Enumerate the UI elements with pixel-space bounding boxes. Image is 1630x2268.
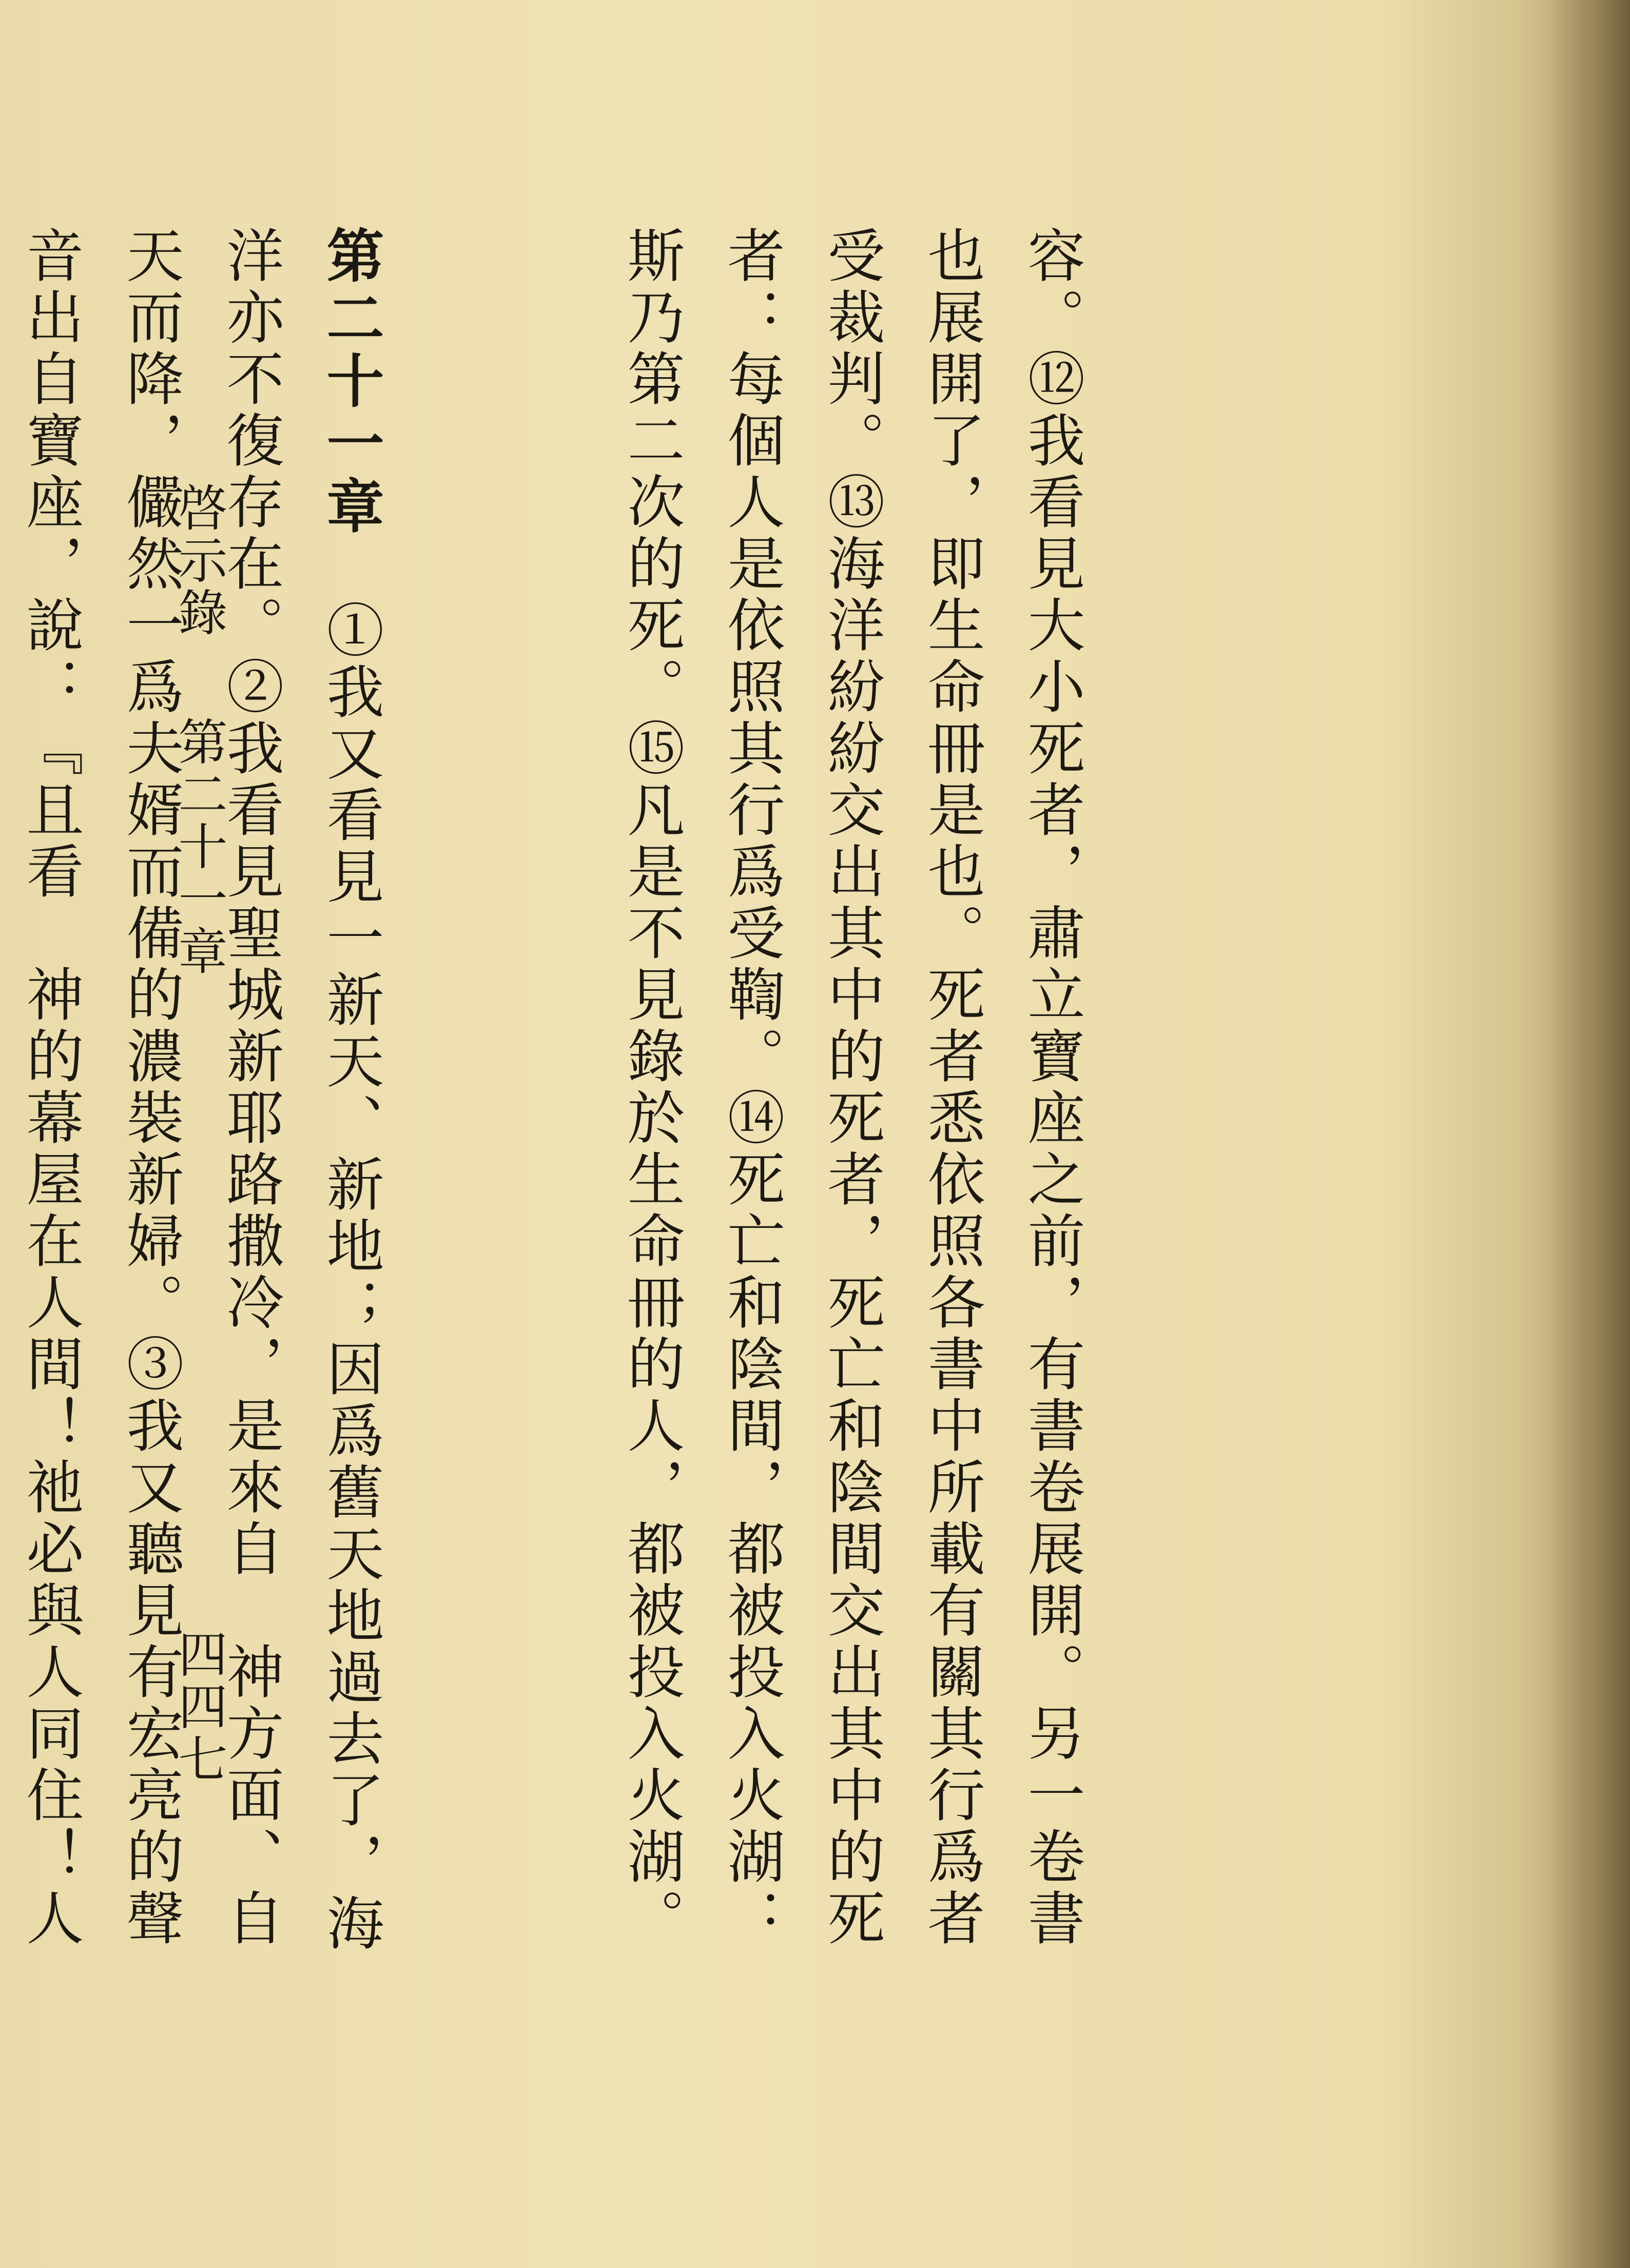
binding-shadow bbox=[1548, 0, 1630, 2268]
book-title: 啓示錄 bbox=[170, 482, 228, 639]
chapter-label: 第二十一章 bbox=[170, 716, 228, 978]
page-number: 四四七 bbox=[170, 1629, 228, 1786]
paragraph-2-text: ①我又看見一新天、新地；因爲舊天地過去了，海洋亦不復存在。②我看見聖城新耶路撒冷，是來自 神方面、自天而降，儼然一爲夫婿而備的濃裝新婦。③我又聽見有宏亮的聲音出自寶座，說：『且看 神的幕屋在人間！祂必與人同住！人 bbox=[17, 226, 384, 1955]
paragraph-1: 容。⑫我看見大小死者，肅立寶座之前，有書卷展開。另一卷書也展開了，即生命冊是也。死者悉依照各書中所載有關其行爲者受裁判。⑬海洋紛紛交出其中的死者，死亡和陰間交出其中的死者：每個人是依照其行爲受鞫。⑭死亡和陰間，都被投入火湖：斯乃第二次的死。⑮凡是不見錄於生命冊的人，都被投入火湖。 bbox=[618, 226, 1085, 1950]
page-footer bbox=[164, 482, 235, 1786]
chapter-heading: 第二十一章 bbox=[317, 226, 384, 539]
running-head bbox=[164, 482, 235, 978]
